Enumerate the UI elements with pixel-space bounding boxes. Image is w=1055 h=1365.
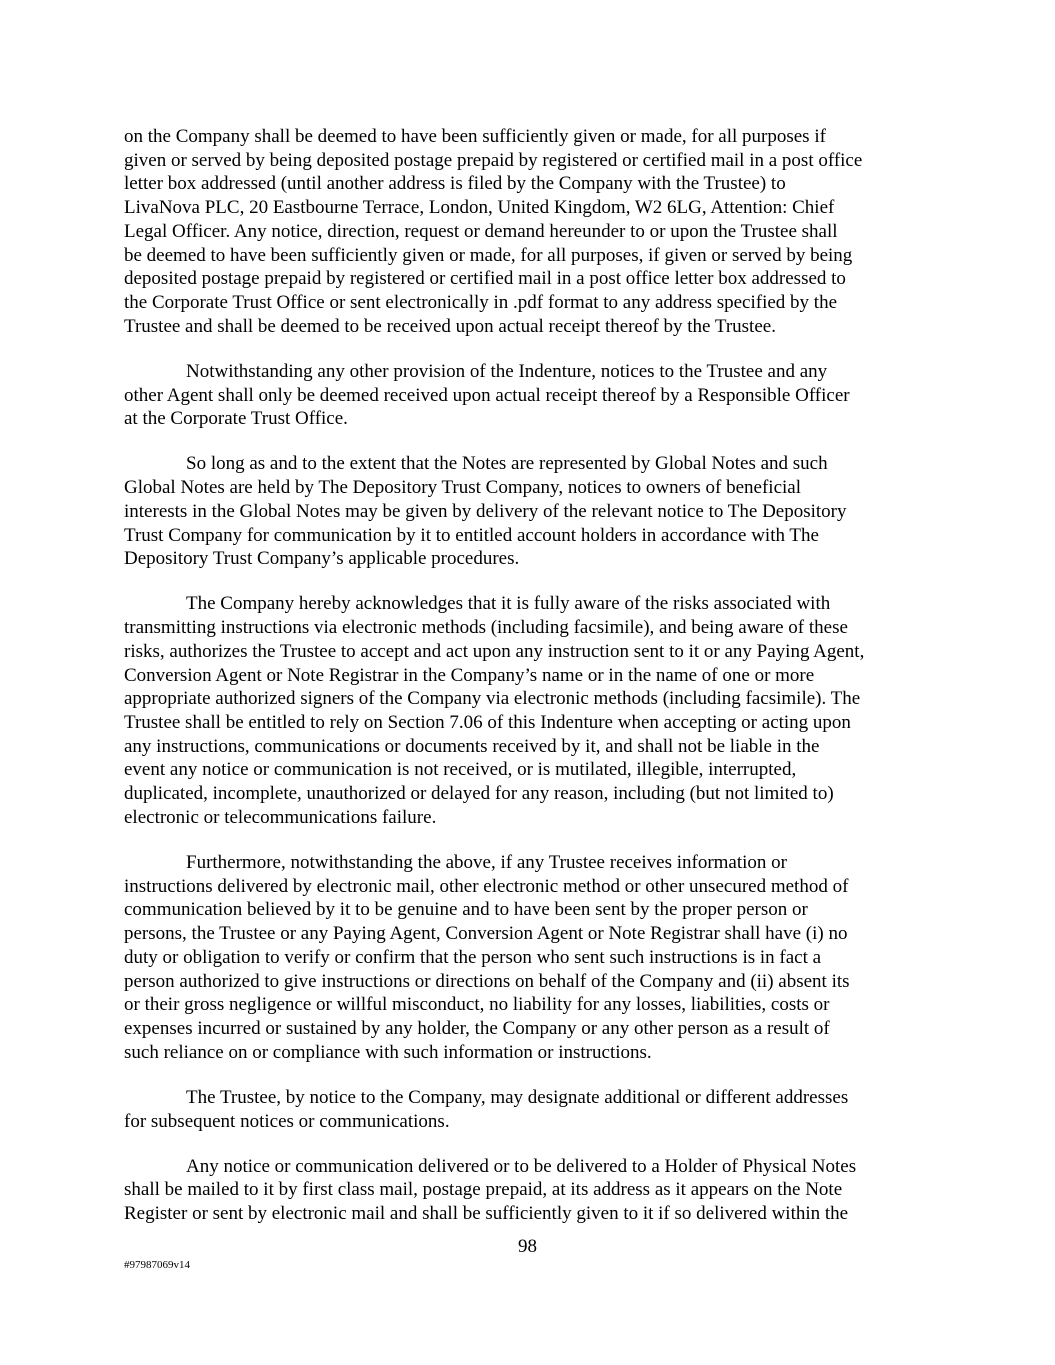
text-line: persons, the Trustee or any Paying Agent, Conversion Agent or Note Registrar shall have (i) no <box>124 923 848 945</box>
paragraph <box>124 1086 924 1133</box>
text-line: shall be mailed to it by first class mail, postage prepaid, at its address as it appears on the Note <box>124 1179 843 1201</box>
text-line: instructions delivered by electronic mail, other electronic method or other unsecured method of <box>124 875 849 897</box>
text-line: letter box addressed (until another address is filed by the Company with the Trustee) to <box>124 173 786 195</box>
paragraph <box>124 851 924 1064</box>
paragraph <box>124 125 924 338</box>
text-line: expenses incurred or sustained by any holder, the Company or any other person as a result of <box>124 1017 830 1039</box>
text-line: Trust Company for communication by it to entitled account holders in accordance with The <box>124 524 819 546</box>
text-line: communication believed by it to be genuine and to have been sent by the proper person or <box>124 899 808 921</box>
text-line: Register or sent by electronic mail and shall be sufficiently given to it if so delivered within the <box>124 1203 849 1225</box>
text-line: duplicated, incomplete, unauthorized or delayed for any reason, including (but not limited to) <box>124 783 834 805</box>
text-line: appropriate authorized signers of the Company via electronic methods (including facsimile). The <box>124 688 861 710</box>
text-line: on the Company shall be deemed to have been sufficiently given or made, for all purposes if <box>124 126 826 147</box>
text-line: electronic or telecommunications failure. <box>124 806 437 828</box>
paragraph <box>124 360 924 431</box>
text-line: event any notice or communication is not received, or is mutilated, illegible, interrupted, <box>124 759 797 781</box>
text-line: be deemed to have been sufficiently given or made, for all purposes, if given or served by being <box>124 244 853 266</box>
text-line: deposited postage prepaid by registered or certified mail in a post office letter box addressed to <box>124 268 846 290</box>
text-line: at the Corporate Trust Office. <box>124 408 348 430</box>
text-line: Legal Officer. Any notice, direction, request or demand hereunder to or upon the Trustee shall <box>124 220 838 242</box>
document-id: #97987069v14 <box>124 1259 190 1271</box>
page-number: 98 <box>518 1236 537 1257</box>
text-line: person authorized to give instructions or directions on behalf of the Company and (ii) absent its <box>124 970 850 992</box>
paragraph <box>124 1155 924 1226</box>
text-line: or their gross negligence or willful misconduct, no liability for any losses, liabilities, costs or <box>124 994 830 1016</box>
text-line: other Agent shall only be deemed received upon actual receipt thereof by a Responsible Officer <box>124 384 850 406</box>
text-line: Conversion Agent or Note Registrar in the Company’s name or in the name of one or more <box>124 664 815 686</box>
text-line: Trustee and shall be deemed to be received upon actual receipt thereof by the Trustee. <box>124 315 776 337</box>
text-line: The Trustee, by notice to the Company, may designate additional or different addresses <box>186 1086 849 1108</box>
paragraph <box>124 452 924 571</box>
text-line: Furthermore, notwithstanding the above, if any Trustee receives information or <box>186 851 788 873</box>
text-line: The Company hereby acknowledges that it is fully aware of the risks associated with <box>186 593 831 615</box>
text-line: transmitting instructions via electronic methods (including facsimile), and being aware of these <box>124 617 848 639</box>
document-body <box>124 125 924 1247</box>
text-line: LivaNova PLC, 20 Eastbourne Terrace, London, United Kingdom, W2 6LG, Attention: Chief <box>124 197 835 219</box>
text-line: Notwithstanding any other provision of the Indenture, notices to the Trustee and any <box>186 360 828 382</box>
text-line: So long as and to the extent that the Notes are represented by Global Notes and such <box>186 453 828 475</box>
text-line: risks, authorizes the Trustee to accept and act upon any instruction sent to it or any Paying Agent, <box>124 640 865 662</box>
text-line: Global Notes are held by The Depository Trust Company, notices to owners of beneficial <box>124 477 802 499</box>
paragraph <box>124 592 924 829</box>
text-line: Trustee shall be entitled to rely on Section 7.06 of this Indenture when accepting or acting upon <box>124 711 851 733</box>
text-line: for subsequent notices or communications. <box>124 1110 450 1132</box>
text-line: given or served by being deposited postage prepaid by registered or certified mail in a post office <box>124 149 863 171</box>
text-line: any instructions, communications or documents received by it, and shall not be liable in the <box>124 735 820 757</box>
text-line: Depository Trust Company’s applicable procedures. <box>124 548 520 570</box>
text-line: the Corporate Trust Office or sent electronically in .pdf format to any address specified by the <box>124 291 838 313</box>
text-line: Any notice or communication delivered or to be delivered to a Holder of Physical Notes <box>186 1155 857 1177</box>
text-line: duty or obligation to verify or confirm that the person who sent such instructions is in fact a <box>124 946 822 968</box>
text-line: such reliance on or compliance with such information or instructions. <box>124 1041 652 1063</box>
text-line: interests in the Global Notes may be given by delivery of the relevant notice to The Depository <box>124 500 847 522</box>
